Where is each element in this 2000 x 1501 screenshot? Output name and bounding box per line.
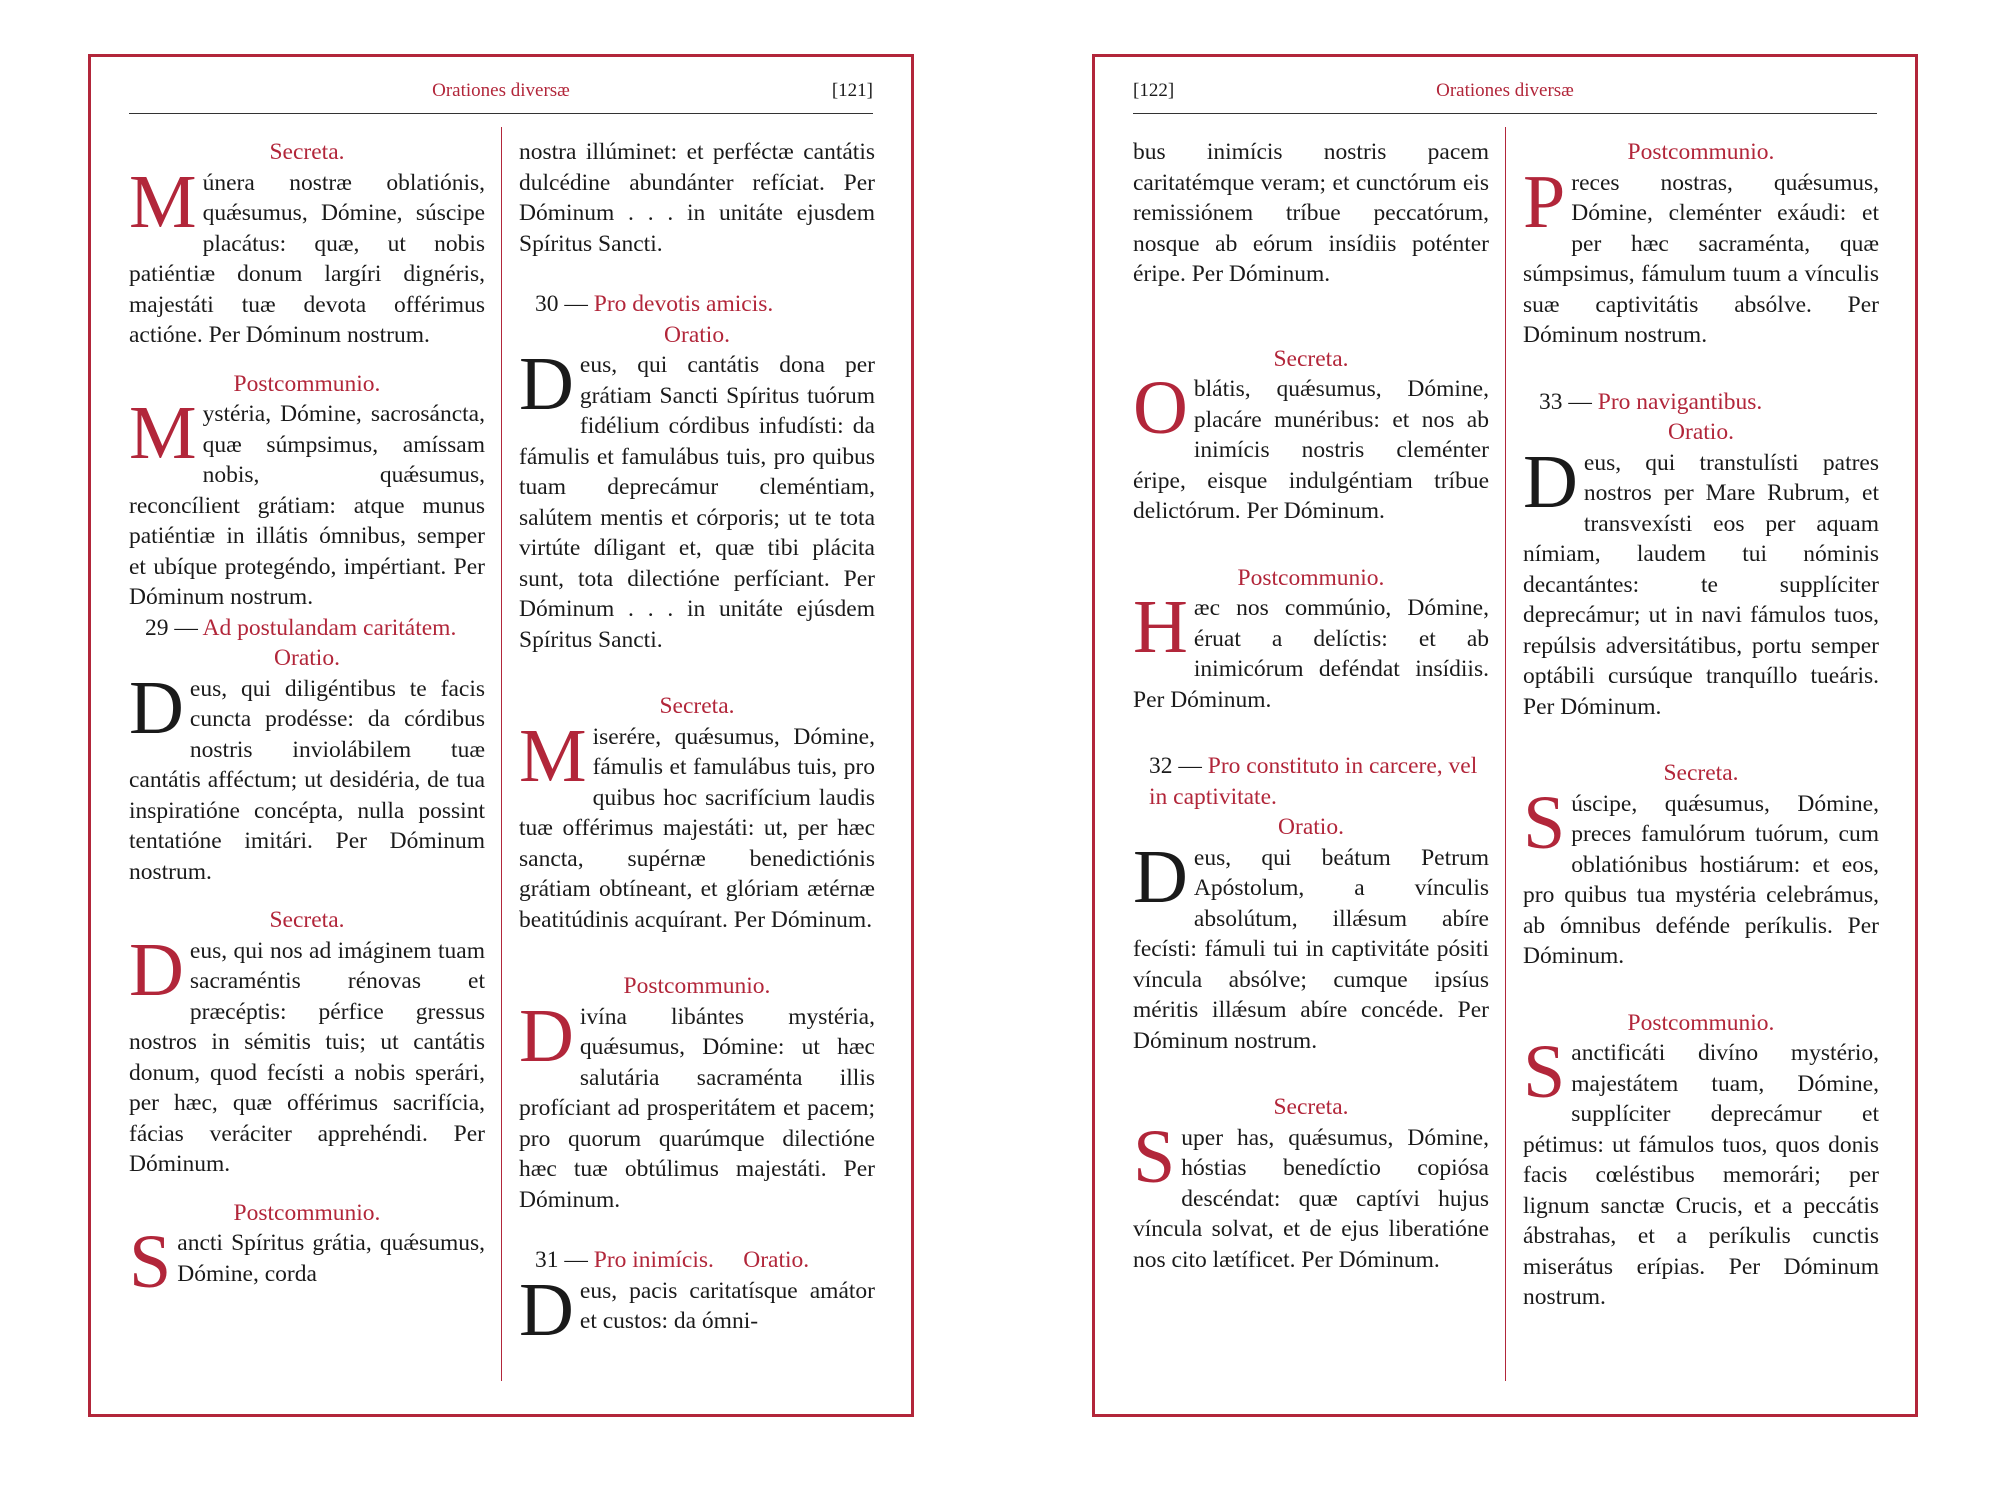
section-title: Pro navigantibus. bbox=[1597, 388, 1763, 415]
section-title: Ad postulandam caritátem. bbox=[202, 614, 457, 641]
postcommunio-prayer bbox=[1133, 585, 1489, 715]
drop-initial: M bbox=[129, 391, 197, 475]
secreta-heading: Secreta. bbox=[1273, 345, 1349, 372]
drop-initial: D bbox=[1133, 834, 1188, 919]
prayer-text: eus, qui beátum Petrum Apóstolum, a vínculis absolútum, illǽsum abíre fecísti: fámuli tui in captivitáte pósiti víncula absólve; cumque ipsíus méritis illǽsum abíre concéde. Per Dóminum nostrum. bbox=[1133, 844, 1489, 1054]
column-divider bbox=[1505, 127, 1506, 1381]
drop-initial: S bbox=[1523, 780, 1566, 865]
oratio-heading: Oratio. bbox=[1668, 419, 1734, 445]
drop-initial: S bbox=[1133, 1114, 1176, 1199]
secreta-prayer bbox=[129, 927, 485, 1180]
prayer-text: ystéria, Dómine, sacrosáncta, quæ súmpsimus, amíssam nobis, quǽsumus, reconcílient grátiam: atque munus patiéntiæ in illátis ómnibus, semper et ubíque protegéndo, impértiant. Per Dóminum nostrum. bbox=[129, 401, 485, 610]
postcommunio-heading: Postcommunio. bbox=[1237, 564, 1385, 591]
section-title: Pro constituto in carcere, vel in captivitate. bbox=[1149, 753, 1478, 810]
oratio-prayer bbox=[519, 1267, 875, 1352]
section-heading-32 bbox=[1133, 751, 1489, 812]
drop-initial: M bbox=[519, 713, 587, 798]
header-title: Orationes diversæ bbox=[432, 80, 570, 101]
running-head bbox=[1133, 69, 1877, 114]
drop-initial: D bbox=[519, 993, 574, 1078]
secreta-heading: Secreta. bbox=[1273, 1094, 1349, 1120]
prayer-text: úscipe, quǽsumus, Dómine, preces famulórum tuórum, cum oblatiónibus hostiárum: et eos, pro quibus tua mystéria celebrámus, ab ómnibus defénde períkulis. Per Dóminum. bbox=[1523, 790, 1879, 969]
drop-initial: D bbox=[519, 1267, 574, 1352]
drop-initial: D bbox=[129, 665, 184, 750]
postcommunio-prayer bbox=[1523, 159, 1879, 351]
prayer-text: ancti Spíritus grátia, quǽsumus, Dómine, corda bbox=[177, 1230, 485, 1287]
oratio-prayer bbox=[519, 342, 875, 655]
running-head bbox=[129, 69, 873, 114]
postcommunio-prayer bbox=[519, 993, 875, 1216]
prayer-text: blátis, quǽsumus, Dómine, placáre munéribus: et nos ab inimícis nostris cleménter éripe, eisque indulgéntiam tríbue delictórum. Per Dóminum. bbox=[1133, 376, 1489, 524]
prayer-text: anctificáti divíno mystério, majestátem tuam, Dómine, supplíciter deprecámur et pétimus: ut fámulos tuos, quos donis facis cœléstibus memorári; per lignum sanctæ Crucis, et a peccátis ábstrahas, et a períkulis cunctis miserátus erípias. Per Dóminum nostrum. bbox=[1523, 1040, 1879, 1310]
column-right bbox=[1523, 137, 1879, 1313]
postcommunio-prayer bbox=[129, 391, 485, 613]
oratio-prayer bbox=[1523, 439, 1879, 723]
prayer-text: eus, pacis caritatísque amátor et custos: da ómni- bbox=[579, 1277, 875, 1334]
oratio-heading: Oratio. bbox=[274, 645, 340, 671]
prayer-text: ivína libántes mystéria, quǽsumus, Dómine: ut hæc salutária sacraménta illis profíciant ad prosperitátem et pacem; pro quorum quarúmque dilectióne hæc tuæ obtúlimus majestáti. Per Dóminum. bbox=[519, 1003, 875, 1213]
postcommunio-heading: Postcommunio. bbox=[233, 1199, 381, 1226]
drop-initial: D bbox=[129, 927, 184, 1012]
secreta-heading: Secreta. bbox=[269, 907, 345, 933]
section-heading-31 bbox=[519, 1245, 875, 1276]
oratio-heading: Oratio. bbox=[664, 321, 730, 348]
secreta-heading: Secreta. bbox=[659, 693, 735, 719]
section-heading-33 bbox=[1523, 387, 1879, 418]
secreta-prayer bbox=[129, 159, 485, 351]
section-title: Pro devotis amicis. bbox=[593, 291, 774, 317]
drop-initial: D bbox=[1523, 439, 1578, 524]
secreta-heading: Secreta. bbox=[1663, 760, 1739, 786]
oratio-heading: Oratio. bbox=[1278, 814, 1344, 840]
section-number: 33 — bbox=[1539, 388, 1592, 415]
postcommunio-prayer bbox=[1523, 1030, 1879, 1313]
prayer-text: uper has, quǽsumus, Dómine, hóstias benedíctio copiósa descéndat: quæ captívi hujus víncula solvat, et de ejus liberatióne nos cito lætíficet. Per Dóminum. bbox=[1133, 1124, 1489, 1273]
prayer-text: eus, qui cantátis dona per grátiam Sancti Spíritus tuórum fidélium córdibus infudísti: da fámulis et famulábus tuis, pro quibus tuam deprecámur cleméntiam, salútem mentis et córporis; ut te tota virtúte díligant et, quæ tibi plácita sunt, tota dilectióne perfíciant. Per Dóminum . . . in unitáte ejúsdem Spíritus Sancti. bbox=[519, 352, 875, 653]
drop-initial: P bbox=[1523, 159, 1566, 244]
prayer-text: iserére, quǽsumus, Dómine, fámulis et famulábus tuis, pro quibus hoc sacrifícium laudis tuæ offérimus majestáti: ut, per hæc sancta, supérnæ benedictiónis grátiam obtíneant, et glóriam ætérnæ beatitúdinis acquírant. Per Dóminum. bbox=[519, 723, 875, 933]
column-right bbox=[519, 137, 875, 1352]
drop-initial: O bbox=[1133, 366, 1188, 450]
secreta-prayer bbox=[519, 713, 875, 936]
secreta-prayer bbox=[1523, 780, 1879, 972]
secreta-prayer bbox=[1133, 1114, 1489, 1276]
secreta-prayer bbox=[1133, 366, 1489, 527]
prayer-text: reces nostras, quǽsumus, Dómine, cleménter exáudi: et per hæc sacraménta, quæ súmpsimus, fámulum tuum a vínculis suæ captivitátis absólve. Per Dóminum nostrum. bbox=[1523, 169, 1879, 348]
section-title: Pro inimícis. bbox=[593, 1247, 714, 1273]
page-number: [122] bbox=[1133, 80, 1175, 101]
prayer-text: eus, qui transtulísti patres nostros per Mare Rubrum, et transvexísti eos per aquam nímiam, laudem tui nóminis decantántes: te supplíciter deprecámur; ut in navi fámulos tuos, repúlsis adversitátibus, portu semper optábili cursúque tranquíllo tueáris. Per Dóminum. bbox=[1523, 449, 1879, 720]
left-page bbox=[88, 54, 914, 1417]
oratio-prayer bbox=[1133, 834, 1489, 1057]
drop-initial: H bbox=[1133, 585, 1188, 669]
section-number: 32 — bbox=[1149, 753, 1202, 779]
right-page bbox=[1092, 54, 1918, 1417]
column-left bbox=[129, 137, 485, 1304]
drop-initial: M bbox=[129, 159, 197, 244]
postcommunio-heading: Postcommunio. bbox=[1627, 1009, 1775, 1036]
continued-text: nostra illúminet: et perféctæ cantátis dulcédine abundánter refíciat. Per Dóminum . . . in unitáte ejusdem Spíritus Sancti. bbox=[519, 139, 875, 257]
postcommunio-heading: Postcommunio. bbox=[1627, 139, 1775, 165]
secreta-heading: Secreta. bbox=[269, 139, 345, 165]
prayer-text: æc nos commúnio, Dómine, éruat a delíctis: et ab inimicórum deféndat insídiis. Per Dóminum. bbox=[1133, 595, 1489, 713]
oratio-heading: Oratio. bbox=[743, 1247, 810, 1273]
section-number: 29 — bbox=[145, 614, 198, 641]
drop-initial: D bbox=[519, 342, 574, 426]
section-heading-29 bbox=[129, 613, 485, 644]
drop-initial: S bbox=[129, 1220, 172, 1304]
section-number: 30 — bbox=[535, 291, 588, 317]
page-number: [121] bbox=[831, 80, 873, 101]
section-heading-30 bbox=[519, 289, 875, 320]
continued-text: bus inimícis nostris pacem caritatémque veram; et cunctórum eis remissiónem tríbue peccatórum, nosque ab eórum insídiis poténter éripe. Per Dóminum. bbox=[1133, 139, 1489, 287]
prayer-text: eus, qui diligéntibus te facis cuncta prodésse: da córdibus nostris inviolábilem tuæ cantátis afféctum; ut desidéria, de tua inspiratióne concépta, nulla possint tentatióne imitári. Per Dóminum nostrum. bbox=[129, 675, 485, 885]
column-divider bbox=[501, 127, 502, 1381]
section-number: 31 — bbox=[535, 1247, 588, 1273]
prayer-text: únera nostræ oblatiónis, quǽsumus, Dómine, súscipe placátus: quæ, ut nobis patiéntiæ donum largíri dignéris, majestáti tuæ devota offérimus actióne. Per Dóminum nostrum. bbox=[129, 169, 485, 348]
oratio-prayer bbox=[129, 665, 485, 888]
postcommunio-prayer bbox=[129, 1220, 485, 1304]
prayer-text: eus, qui nos ad imáginem tuam sacraméntis rénovas et præcéptis: pérfice gressus nostros in sémitis tuis; ut cantátis donum, quod fecísti a nobis sperári, per hæc, quæ offérimus sacrifícia, fácias veráciter apprehéndi. Per Dóminum. bbox=[129, 937, 485, 1177]
drop-initial: S bbox=[1523, 1030, 1566, 1114]
column-left bbox=[1133, 137, 1489, 1275]
postcommunio-heading: Postcommunio. bbox=[233, 370, 381, 397]
header-title: Orationes diversæ bbox=[1436, 80, 1574, 101]
postcommunio-heading: Postcommunio. bbox=[623, 973, 771, 999]
